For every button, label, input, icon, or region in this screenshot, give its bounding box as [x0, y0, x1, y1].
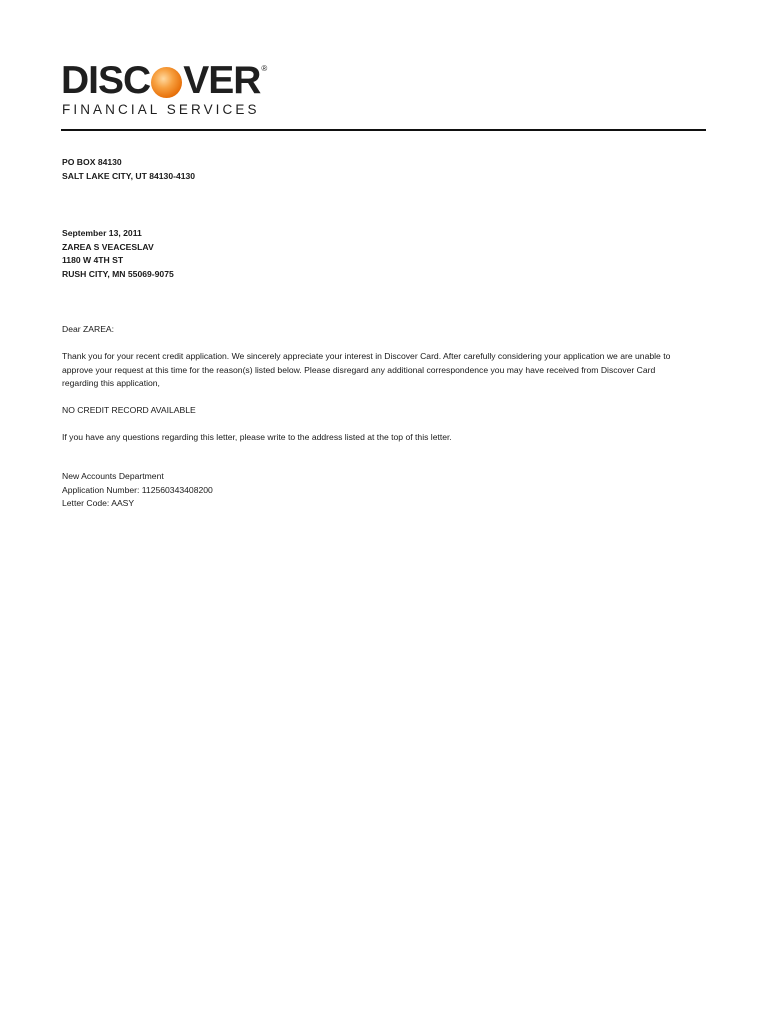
registered-mark: ®: [261, 64, 268, 73]
logo-word-left: DISC: [61, 59, 151, 102]
body-paragraph: [62, 350, 702, 391]
signature-block: [62, 470, 213, 511]
recipient-name: ZAREA S VEACESLAV: [62, 241, 154, 252]
letter-code: Letter Code: AASY: [62, 498, 135, 508]
logo-subtitle: FINANCIAL SERVICES: [62, 102, 260, 117]
application-number: Application Number: 112560343408200: [62, 484, 213, 495]
department-name: New Accounts Department: [62, 471, 164, 481]
logo-wordmark: [61, 59, 268, 102]
return-address-line2: SALT LAKE CITY, UT 84130-4130: [62, 170, 196, 181]
letter-date: September 13, 2011: [62, 228, 142, 238]
recipient-city-state-zip: RUSH CITY, MN 55069-9075: [62, 268, 174, 279]
body-line-2: approve your request at this time for the reason(s) listed below. Please disregard any additional correspondence you may have received from Discover Card: [62, 364, 656, 375]
body-line-3: regarding this application,: [62, 378, 160, 388]
return-address-line1: PO BOX 84130: [62, 157, 122, 167]
decline-reason: NO CREDIT RECORD AVAILABLE: [62, 405, 196, 415]
logo-orange-orb-icon: [151, 67, 182, 98]
salutation: Dear ZAREA:: [62, 324, 115, 334]
questions-note: If you have any questions regarding this letter, please write to the address listed at the top of this letter.: [62, 432, 452, 442]
recipient-street: 1180 W 4TH ST: [62, 255, 124, 265]
logo-word-right: VER: [183, 59, 261, 102]
discover-logo: [61, 59, 268, 122]
recipient-block: [62, 227, 174, 281]
return-address: [62, 156, 195, 183]
header-divider: [61, 129, 706, 131]
body-line-1: Thank you for your recent credit application. We sincerely appreciate your interest in Discover Card. After carefully considering your application we are unable to: [62, 351, 671, 361]
